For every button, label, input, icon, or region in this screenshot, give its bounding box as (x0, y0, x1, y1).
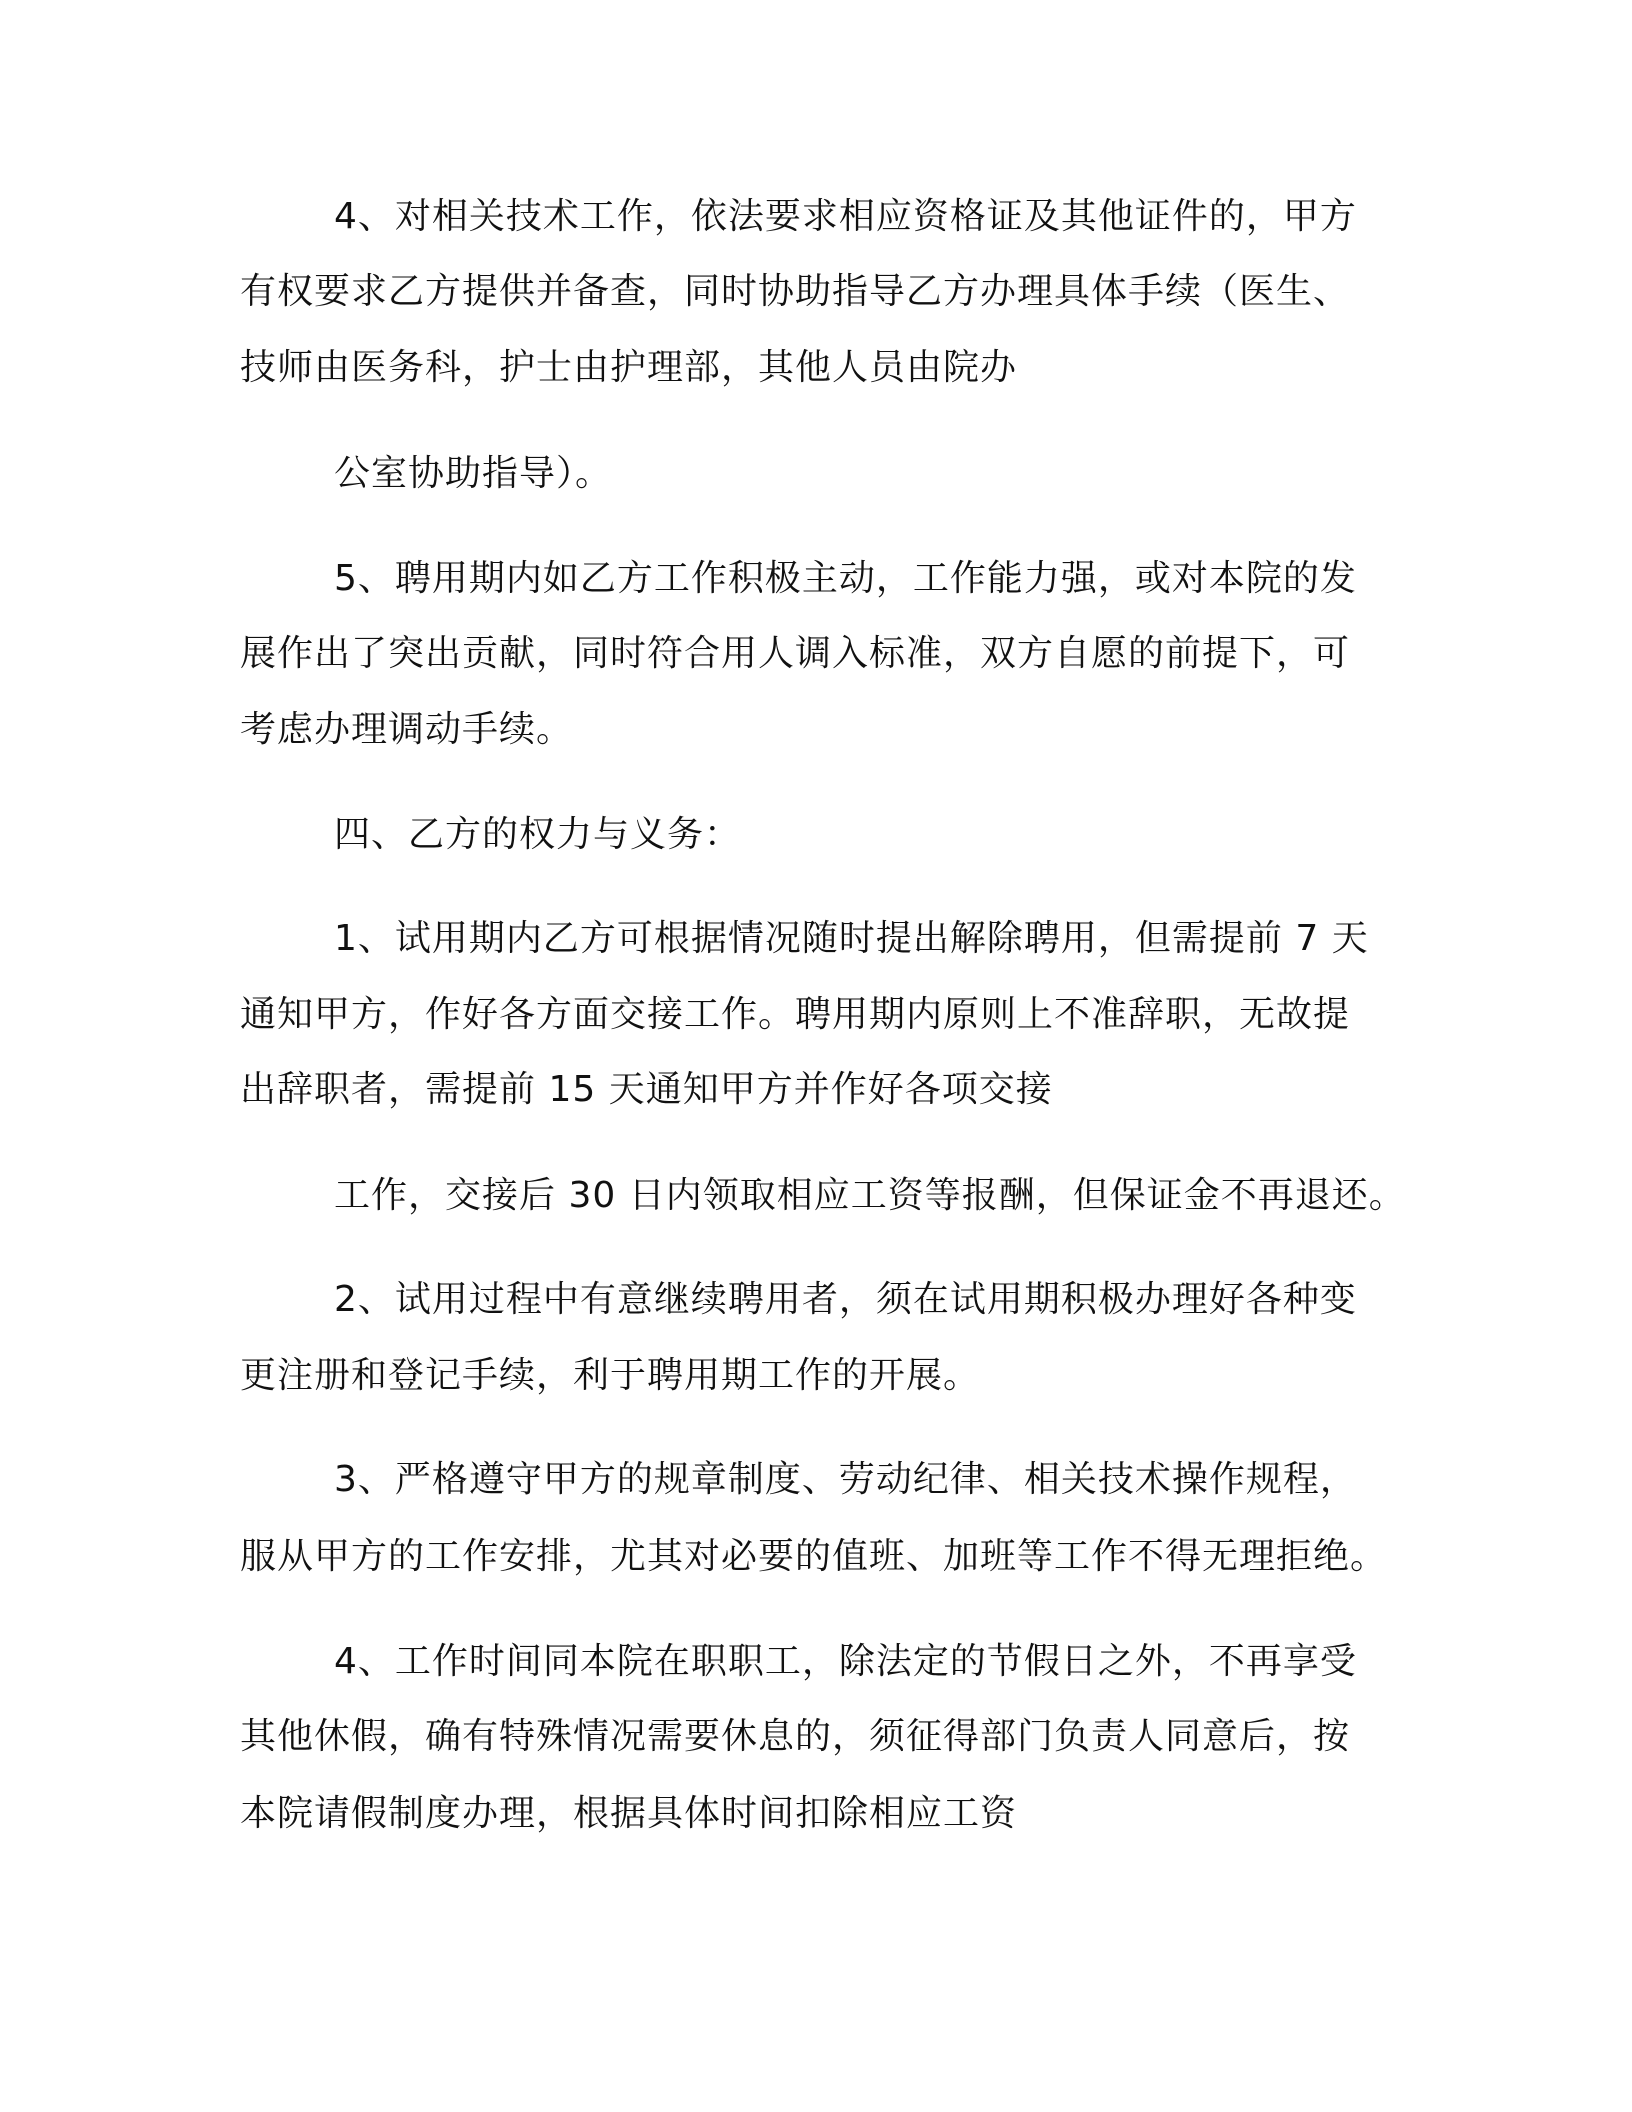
text-line: 考虑办理调动手续。 (240, 709, 574, 750)
section-heading: 四、乙方的权力与义务： (334, 814, 742, 855)
text-line: 1、试用期内乙方可根据情况随时提出解除聘用，但需提前 7 天 (334, 918, 1369, 959)
text-line: 工作，交接后 30 日内领取相应工资等报酬，但保证金不再退还。 (334, 1175, 1406, 1216)
text-line: 本院请假制度办理，根据具体时间扣除相应工资 (240, 1793, 1018, 1834)
text-line: 4、工作时间同本院在职职工，除法定的节假日之外，不再享受 (334, 1641, 1357, 1682)
text-line: 展作出了突出贡献，同时符合用人调入标准，双方自愿的前提下，可 (240, 633, 1351, 674)
text-line: 3、严格遵守甲方的规章制度、劳动纪律、相关技术操作规程， (334, 1459, 1357, 1500)
text-line: 公室协助指导）。 (334, 453, 613, 494)
text-line: 有权要求乙方提供并备查，同时协助指导乙方办理具体手续（医生、 (240, 271, 1351, 312)
text-line: 5、聘用期内如乙方工作积极主动，工作能力强，或对本院的发 (334, 558, 1357, 599)
text-line: 2、试用过程中有意继续聘用者，须在试用期积极办理好各种变 (334, 1279, 1357, 1320)
text-line: 其他休假，确有特殊情况需要休息的，须征得部门负责人同意后，按 (240, 1716, 1351, 1757)
text-line: 出辞职者，需提前 15 天通知甲方并作好各项交接 (240, 1069, 1053, 1110)
text-line: 4、对相关技术工作，依法要求相应资格证及其他证件的，甲方 (334, 196, 1357, 237)
text-line: 服从甲方的工作安排，尤其对必要的值班、加班等工作不得无理拒绝。 (240, 1536, 1388, 1577)
text-line: 技师由医务科，护士由护理部，其他人员由院办 (240, 347, 1018, 388)
text-line: 更注册和登记手续，利于聘用期工作的开展。 (240, 1355, 981, 1396)
text-line: 通知甲方，作好各方面交接工作。聘用期内原则上不准辞职，无故提 (240, 994, 1351, 1035)
